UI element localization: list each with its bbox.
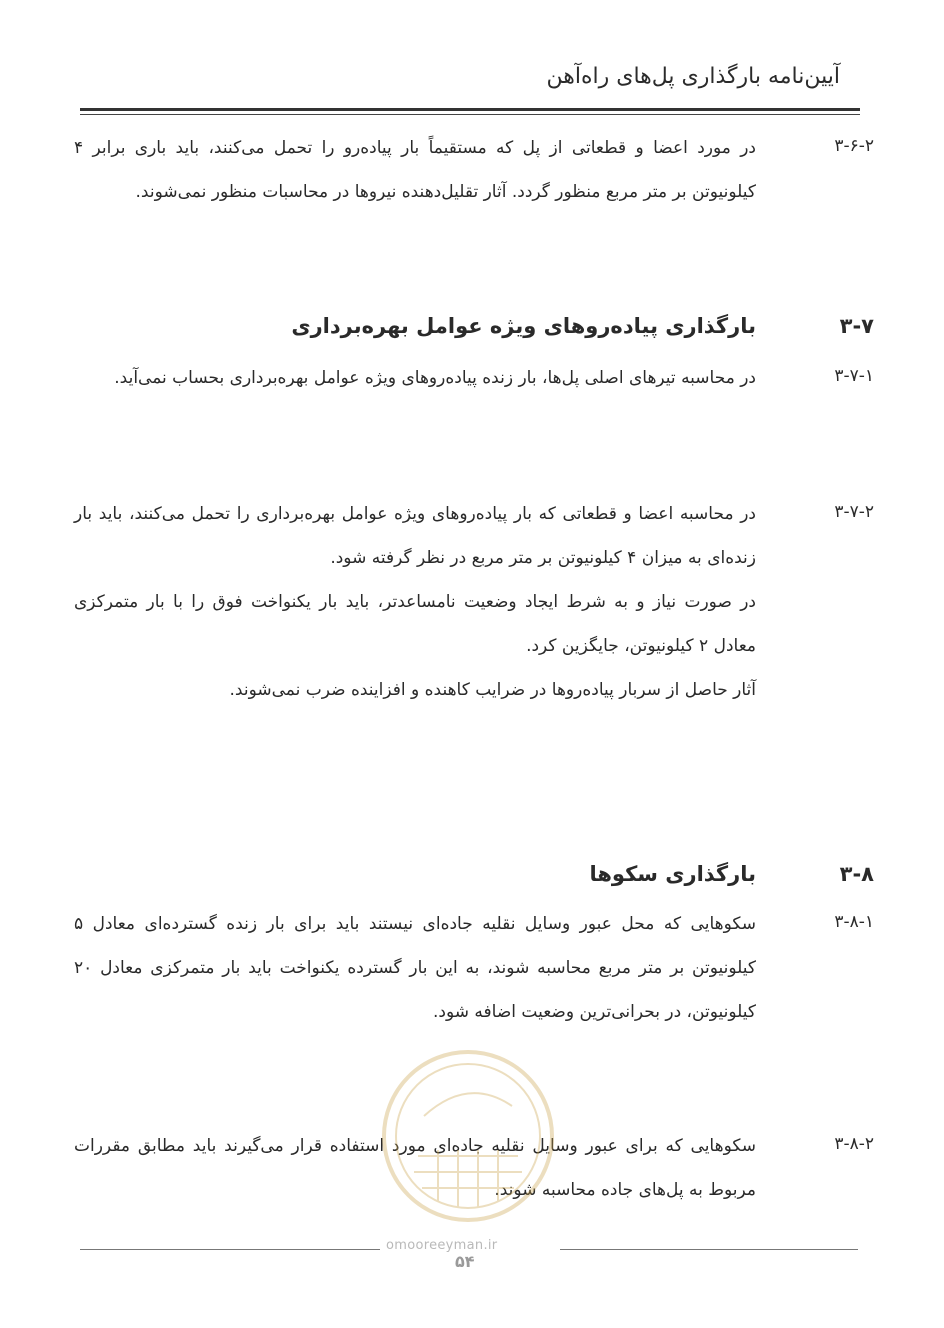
clause-text <box>74 126 756 214</box>
clause-text <box>74 356 756 400</box>
running-header: آیین‌نامه بارگذاری پل‌های راه‌آهن <box>546 64 840 89</box>
section-title: بارگذاری سکوها <box>589 862 756 886</box>
clause-number: ۳-۶-۲ <box>834 136 874 156</box>
page-number: ۵۴ <box>455 1252 475 1271</box>
watermark-url: omooreeyman.ir <box>386 1238 498 1253</box>
clause-number: ۳-۷-۲ <box>834 502 874 522</box>
clause-text <box>74 492 756 712</box>
paragraph: سکوهایی که محل عبور وسایل نقلیه جاده‌ای نیستند باید برای بار زنده گسترده‌ای معادل ۵ کیلونیوتن بر متر مربع محاسبه شوند، به این بار گسترده یکنواخت باید بار متمرکزی معادل ۲۰ کیلونیوتن، در بحرانی‌ترین وضعیت اضافه شود. <box>74 914 756 1022</box>
clause-text <box>74 902 756 1034</box>
paragraph: در مورد اعضا و قطعاتی از پل که مستقیماً بار پیاده‌رو را تحمل می‌کنند، باید باری برابر ۴ کیلونیوتن بر متر مربع منظور گردد. آثار تقلیل‌دهنده نیروها در محاسبات منظور نمی‌شوند. <box>74 138 756 202</box>
header-rule-thick <box>80 108 860 111</box>
clause-number: ۳-۸-۱ <box>834 912 874 932</box>
paragraph: در محاسبه اعضا و قطعاتی که بار پیاده‌روهای ویژه عوامل بهره‌برداری را تحمل می‌کنند، باید بار زنده‌ای به میزان ۴ کیلونیوتن بر متر مربع در نظر گرفته شود. <box>74 504 756 568</box>
paragraph: سکوهایی که برای عبور وسایل نقلیه جاده‌ای مورد استفاده قرار می‌گیرند باید مطابق مقررات مربوط به پل‌های جاده محاسبه شوند. <box>74 1136 756 1200</box>
clause-3-6-2 <box>74 126 874 214</box>
watermark-stamp-logo <box>378 1046 558 1226</box>
paragraph: آثار حاصل از سربار پیاده‌روها در ضرایب کاهنده و افزاینده ضرب نمی‌شوند. <box>229 680 756 700</box>
section-heading-3-8 <box>74 862 874 886</box>
footer-rule-right <box>560 1249 858 1250</box>
header-rule-thin <box>80 114 860 115</box>
clause-3-8-1 <box>74 902 874 1034</box>
footer-rule-left <box>80 1249 380 1250</box>
paragraph: در صورت نیاز و به شرط ایجاد وضعیت نامساعدتر، باید بار یکنواخت فوق را با بار متمرکزی معادل ۲ کیلونیوتن، جایگزین کرد. <box>74 592 756 656</box>
clause-number: ۳-۷-۱ <box>834 366 874 386</box>
clause-number: ۳-۸-۲ <box>834 1134 874 1154</box>
section-number: ۳-۷ <box>839 314 874 338</box>
paragraph: در محاسبه تیرهای اصلی پل‌ها، بار زنده پیاده‌روهای ویژه عوامل بهره‌برداری بحساب نمی‌آید. <box>114 368 756 388</box>
section-number: ۳-۸ <box>839 862 874 886</box>
section-heading-3-7 <box>74 314 874 338</box>
clause-3-7-1 <box>74 356 874 400</box>
section-title: بارگذاری پیاده‌روهای ویژه عوامل بهره‌برداری <box>291 314 756 338</box>
clause-3-7-2 <box>74 492 874 712</box>
